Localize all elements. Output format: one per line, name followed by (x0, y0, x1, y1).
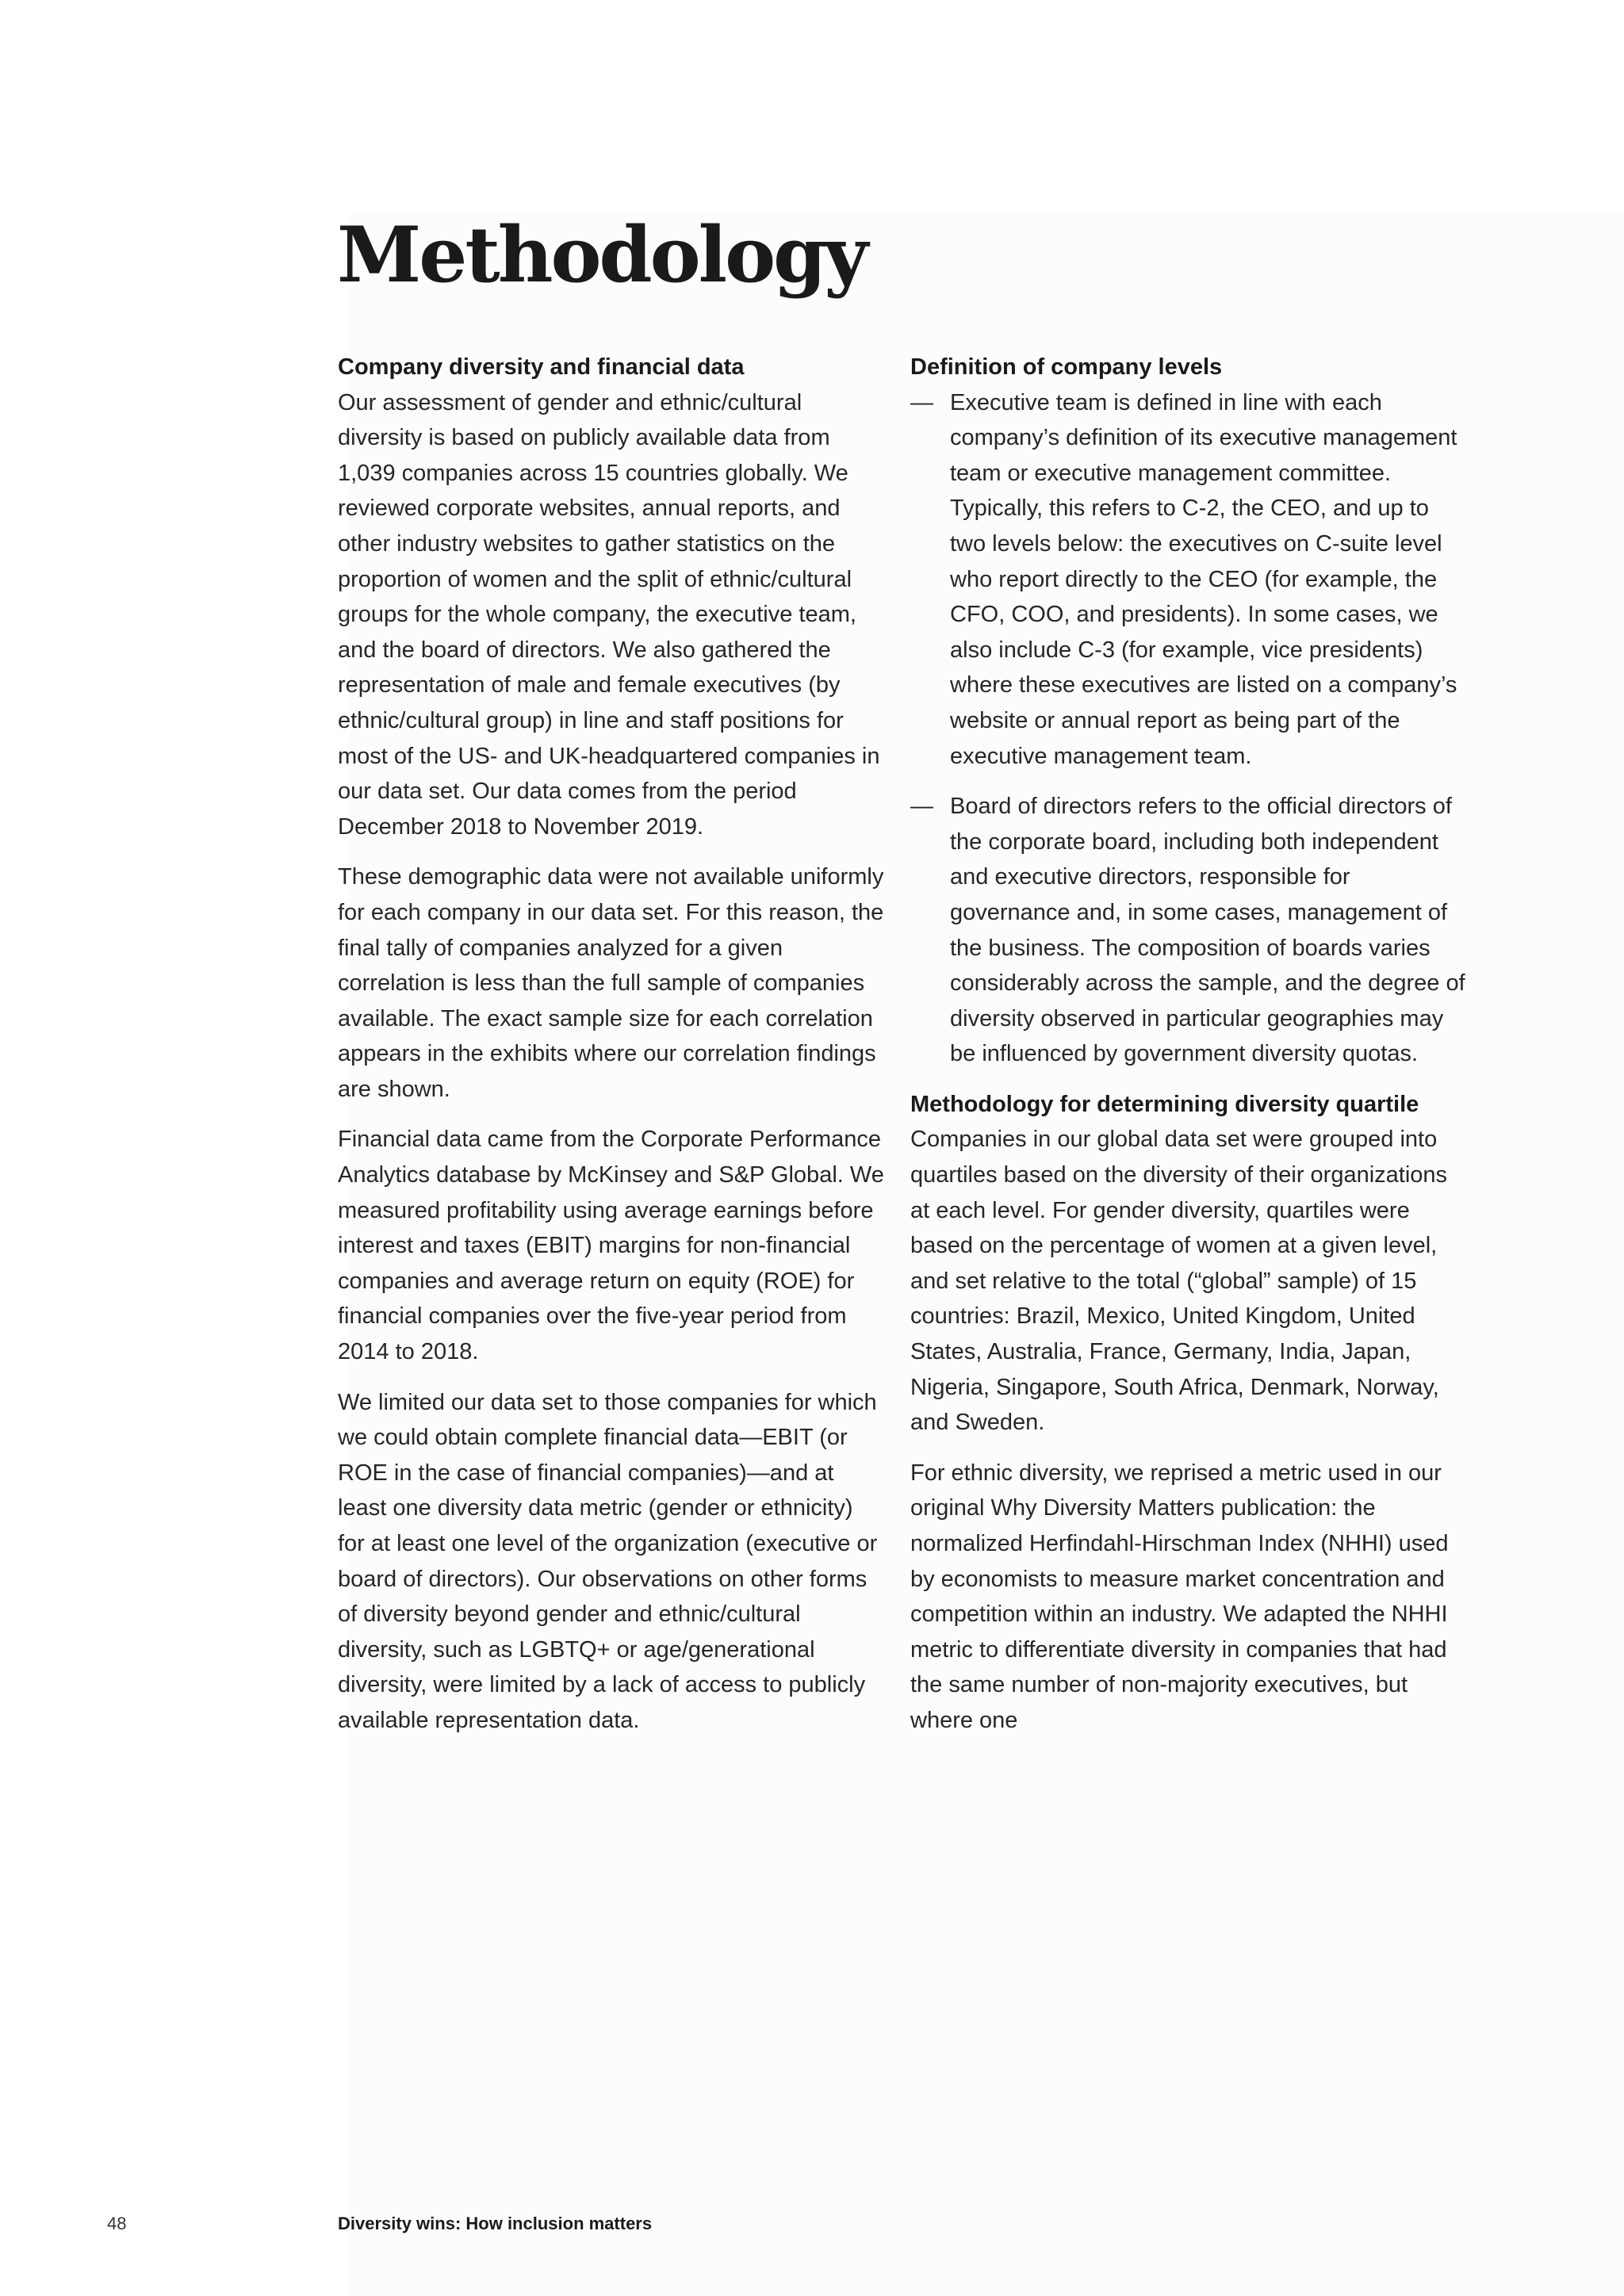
section-heading-company-data: Company diversity and financial data (338, 354, 745, 380)
right-column (910, 350, 1465, 1754)
paragraph: Companies in our global data set were grouped into quartiles based on the diversity of their organizations at each level. For gender diversity, quartiles were based on the percentage of women at a given level, and set relative to the total (“global” sample) of 15 countries: Brazil, Mexico, United Kingdom, United States, Australia, France, Germany, India, Japan, Nigeria, Singapore, South Africa, Denmark, Norway, and Sweden. (910, 1127, 1448, 1436)
bullet-dash: — (910, 389, 933, 415)
list-item (910, 385, 1465, 775)
section-heading-quartile: Methodology for determining diversity quartile (910, 1091, 1419, 1117)
paragraph: For ethnic diversity, we reprised a metric used in our original Why Diversity Matters publication: the normalized Herfindahl-Hirschman Index (NHHI) used by economists to measure market concentration and competition within an industry. We adapted the NHHI metric to differentiate diversity in companies that had the same number of non-majority executives, but where one (910, 1460, 1449, 1733)
list-item-text: Executive team is defined in line with each company’s definition of its executive management team or executive management committee. Typically, this refers to C-2, the CEO, and up to two levels below: the executives on C-suite level who report directly to the CEO (for example, the CFO, COO, and presidents). In some cases, we also include C-3 (for example, vice presidents) where these executives are listed on a company’s website or annual report as being part of the executive management team. (950, 389, 1457, 769)
list-item (910, 789, 1465, 1072)
section-heading-company-levels: Definition of company levels (910, 354, 1223, 380)
bullet-dash: — (910, 794, 933, 820)
paragraph: These demographic data were not available uniformly for each company in our data set. For this reason, the final tally of companies analyzed for a given correlation is less than the full sample of companies available. The exact sample size for each correlation appears in the exhibits where our correlation findings are shown. (338, 864, 884, 1102)
page-number: 48 (107, 2214, 127, 2233)
levels-list (910, 385, 1465, 1072)
paragraph: Our assessment of gender and ethnic/cultural diversity is based on publicly available data from 1,039 companies across 15 countries globally. We reviewed corporate websites, annual reports, and other industry websites to gather statistics on the proportion of women and the split of ethnic/cultural groups for the whole company, the executive team, and the board of directors. We also gathered the representation of male and female executives (by ethnic/cultural group) in line and staff positions for most of the US- and UK-headquartered companies in our data set. Our data comes from the period December 2018 to November 2019. (338, 389, 880, 840)
paragraph: We limited our data set to those companies for which we could obtain complete financial data—EBIT (or ROE in the case of financial companies)—and at least one diversity data metric (gender or ethnicity) for at least one level of the organization (executive or board of directors). Our observations on other forms of diversity beyond gender and ethnic/cultural diversity, such as LGBTQ+ or age/generational diversity, were limited by a lack of access to publicly available representation data. (338, 1389, 878, 1733)
publication-title: Diversity wins: How inclusion matters (338, 2214, 653, 2233)
page-title: Methodology (337, 210, 867, 300)
paragraph: Financial data came from the Corporate Performance Analytics database by McKinsey and S&P Global. We measured profitability using average earnings before interest and taxes (EBIT) margins for non-financial companies and average return on equity (ROE) for financial companies over the five-year period from 2014 to 2018. (338, 1127, 884, 1365)
list-item-text: Board of directors refers to the official directors of the corporate board, including both independent and executive directors, responsible for governance and, in some cases, management of the business. The composition of boards varies considerably across the sample, and the degree of diversity observed in particular geographies may be influenced by government diversity quotas. (950, 794, 1465, 1067)
left-column (338, 350, 885, 1754)
